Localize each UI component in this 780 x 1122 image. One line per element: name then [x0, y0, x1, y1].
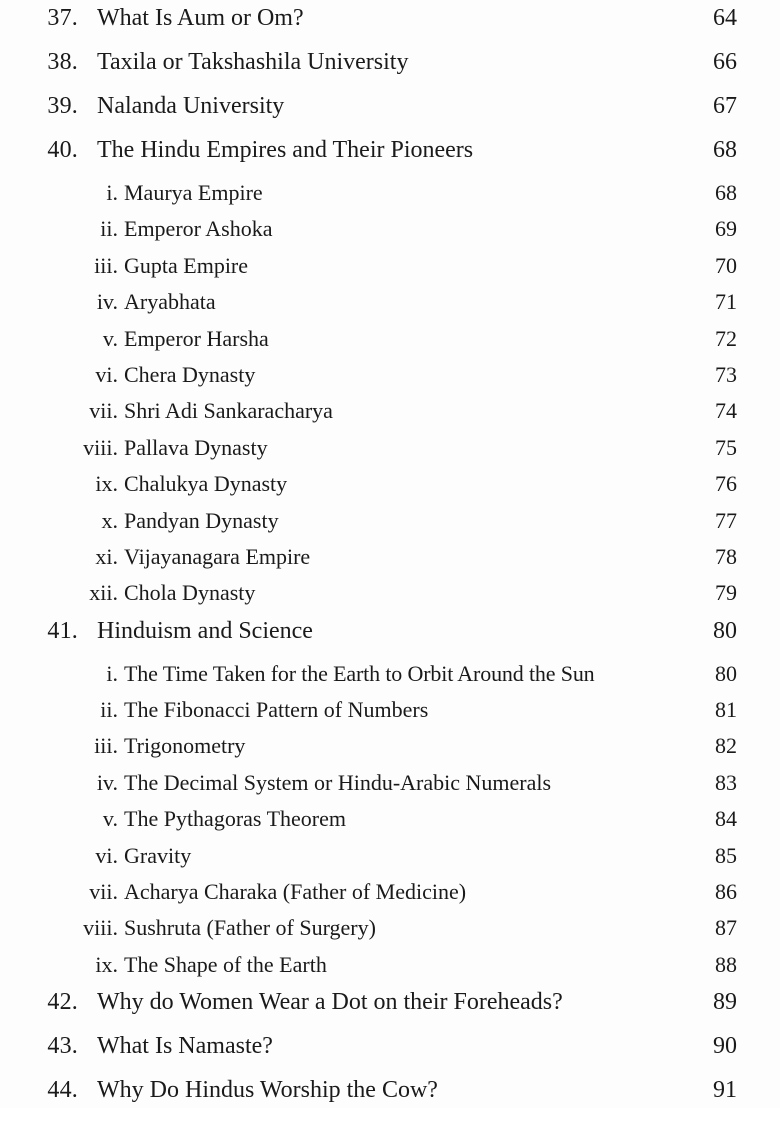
toc-subentry-page-number: 68: [715, 180, 737, 205]
toc-subentry-page-number: 88: [715, 951, 737, 977]
toc-subentry[interactable]: [0, 808, 780, 844]
toc-entry-title: Why do Women Wear a Dot on their Foreheads?: [97, 989, 563, 1016]
toc-subentry-page-number: 83: [715, 769, 737, 795]
toc-subentry-numeral: vi.: [95, 361, 118, 387]
toc-subentry-page-number: 78: [715, 543, 737, 569]
toc-entry[interactable]: [0, 6, 780, 50]
toc-subentry[interactable]: [0, 842, 780, 881]
toc-subentry-page-number: 82: [715, 733, 737, 759]
toc-subentry-page-number: 85: [715, 842, 737, 868]
toc-entry-title: The Hindu Empires and Their Pioneers: [97, 137, 474, 163]
toc-entry[interactable]: [0, 138, 780, 182]
toc-entry[interactable]: [0, 1034, 780, 1078]
toc-subentry-numeral: vi.: [95, 842, 118, 868]
toc-subentry-title: Maurya Empire: [124, 180, 263, 205]
toc-subentry-page-number: 69: [715, 216, 737, 242]
toc-subentry[interactable]: [0, 951, 780, 990]
toc-entry-number: 42.: [47, 989, 78, 1016]
toc-subentry-title: The Fibonacci Pattern of Numbers: [124, 697, 429, 723]
toc-subentry-page-number: 72: [715, 325, 737, 351]
toc-subentry-numeral: vii.: [89, 879, 118, 905]
toc-subentry[interactable]: [0, 361, 780, 400]
toc-subentry-page-number: 73: [715, 361, 737, 387]
toc-subentry[interactable]: [0, 218, 780, 254]
toc-subentry-title: The Time Taken for the Earth to Orbit Around the Sun: [124, 660, 595, 686]
toc-entry-page-number: 67: [713, 93, 737, 119]
toc-entry-list: [0, 6, 780, 1122]
toc-entry[interactable]: [0, 990, 780, 1034]
toc-subentry-page-number: 87: [715, 915, 737, 941]
toc-entry-number: 41.: [47, 617, 78, 644]
toc-subentry-page-number: 84: [715, 806, 737, 832]
toc-subentry-page-number: 80: [715, 660, 737, 686]
toc-subentry[interactable]: [0, 182, 780, 218]
toc-subentry-title: Trigonometry: [124, 733, 246, 759]
toc-entry-number: 40.: [47, 137, 78, 163]
toc-subentry-title: Aryabhata: [124, 289, 216, 315]
toc-entry-number: 37.: [47, 5, 78, 31]
toc-subentry-title: Sushruta (Father of Surgery): [124, 915, 376, 941]
toc-subentry-numeral: x.: [101, 507, 118, 533]
toc-entry[interactable]: [0, 1078, 780, 1122]
toc-subentry-numeral: i.: [106, 660, 118, 686]
toc-subentry-numeral: v.: [102, 325, 118, 351]
toc-subentry[interactable]: [0, 735, 780, 771]
toc-subentry-title: The Pythagoras Theorem: [124, 806, 346, 832]
toc-entry-page-number: 80: [713, 617, 737, 644]
toc-subentry-page-number: 71: [715, 289, 737, 315]
toc-subentry-numeral: i.: [106, 180, 118, 205]
toc-subentry-title: Emperor Ashoka: [124, 216, 273, 242]
toc-entry-title: Why Do Hindus Worship the Cow?: [97, 1077, 438, 1104]
toc-entry-page-number: 90: [713, 1033, 737, 1060]
toc-subentry[interactable]: [0, 473, 780, 509]
toc-entry-title: Hinduism and Science: [97, 617, 313, 644]
toc-entry[interactable]: [0, 50, 780, 94]
toc-subentry[interactable]: [0, 582, 780, 618]
toc-subentry-title: Gupta Empire: [124, 252, 249, 278]
toc-entry-title: Taxila or Takshashila University: [97, 49, 409, 75]
toc-subentry-numeral: iv.: [96, 769, 118, 795]
toc-subentry-title: Chera Dynasty: [124, 361, 256, 387]
toc-subentry-title: Pandyan Dynasty: [124, 507, 279, 533]
toc-subentry-numeral: ii.: [100, 697, 118, 723]
toc-subentry-numeral: v.: [102, 806, 118, 832]
toc-entry-title: What Is Aum or Om?: [97, 5, 304, 31]
toc-subentry-title: Shri Adi Sankaracharya: [124, 398, 333, 424]
toc-subentry-page-number: 86: [715, 879, 737, 905]
toc-subentry-title: The Shape of the Earth: [124, 951, 327, 977]
toc-entry-title: Nalanda University: [97, 93, 285, 119]
toc-subentry[interactable]: [0, 917, 780, 953]
toc-subentry-page-number: 75: [715, 434, 737, 460]
toc-subentry-numeral: iv.: [96, 289, 118, 315]
toc-subentry-title: Emperor Harsha: [124, 325, 269, 351]
toc-subentry-title: The Decimal System or Hindu-Arabic Numerals: [124, 769, 552, 795]
toc-entry-number: 38.: [47, 49, 78, 75]
toc-entry[interactable]: [0, 619, 780, 663]
toc-entry-page-number: 89: [713, 989, 737, 1016]
toc-subentry[interactable]: [0, 543, 780, 582]
toc-subentry-page-number: 76: [715, 471, 737, 497]
toc-subentry-numeral: xii.: [89, 580, 118, 606]
toc-subentry-numeral: xi.: [95, 543, 118, 569]
toc-subentry-numeral: iii.: [94, 252, 118, 278]
toc-subentry-numeral: viii.: [83, 434, 118, 460]
toc-entry-page-number: 91: [713, 1077, 737, 1104]
toc-subentry-title: Acharya Charaka (Father of Medicine): [124, 879, 467, 905]
toc-subentry-title: Pallava Dynasty: [124, 434, 268, 460]
toc-entry-number: 43.: [47, 1033, 78, 1060]
toc-subentry-title: Gravity: [124, 842, 192, 868]
toc-entry[interactable]: [0, 94, 780, 138]
toc-subentry-numeral: ix.: [95, 951, 118, 977]
toc-subentry-title: Chola Dynasty: [124, 580, 256, 606]
toc-subentry[interactable]: [0, 291, 780, 327]
toc-subentry[interactable]: [0, 769, 780, 808]
toc-subentry-numeral: vii.: [89, 398, 118, 424]
toc-entry-page-number: 64: [713, 5, 737, 31]
toc-subentry-numeral: ii.: [100, 216, 118, 242]
toc-subentry[interactable]: [0, 325, 780, 364]
toc-subentry-page-number: 77: [715, 507, 737, 533]
toc-subentry-title: Vijayanagara Empire: [124, 543, 311, 569]
toc-subentry[interactable]: [0, 699, 780, 735]
toc-subentry-numeral: ix.: [95, 471, 118, 497]
toc-entry-page-number: 66: [713, 49, 737, 75]
toc-entry-number: 39.: [47, 93, 78, 119]
toc-subentry-numeral: iii.: [94, 733, 118, 759]
toc-entry-title: What Is Namaste?: [97, 1033, 273, 1060]
toc-subentry-page-number: 74: [715, 398, 737, 424]
toc-subentry[interactable]: [0, 252, 780, 291]
toc-subentry[interactable]: [0, 881, 780, 917]
toc-subentry-page-number: 81: [715, 697, 737, 723]
toc-subentry-title: Chalukya Dynasty: [124, 471, 288, 497]
toc-entry-number: 44.: [47, 1077, 78, 1104]
toc-subentry-page-number: 79: [715, 580, 737, 606]
toc-subentry-numeral: viii.: [83, 915, 118, 941]
toc-subentry[interactable]: [0, 660, 780, 699]
toc-subentry[interactable]: [0, 400, 780, 436]
toc-entry-page-number: 68: [713, 137, 737, 163]
toc-subentry[interactable]: [0, 434, 780, 473]
toc-subentry[interactable]: [0, 507, 780, 546]
toc-subentry-page-number: 70: [715, 252, 737, 278]
